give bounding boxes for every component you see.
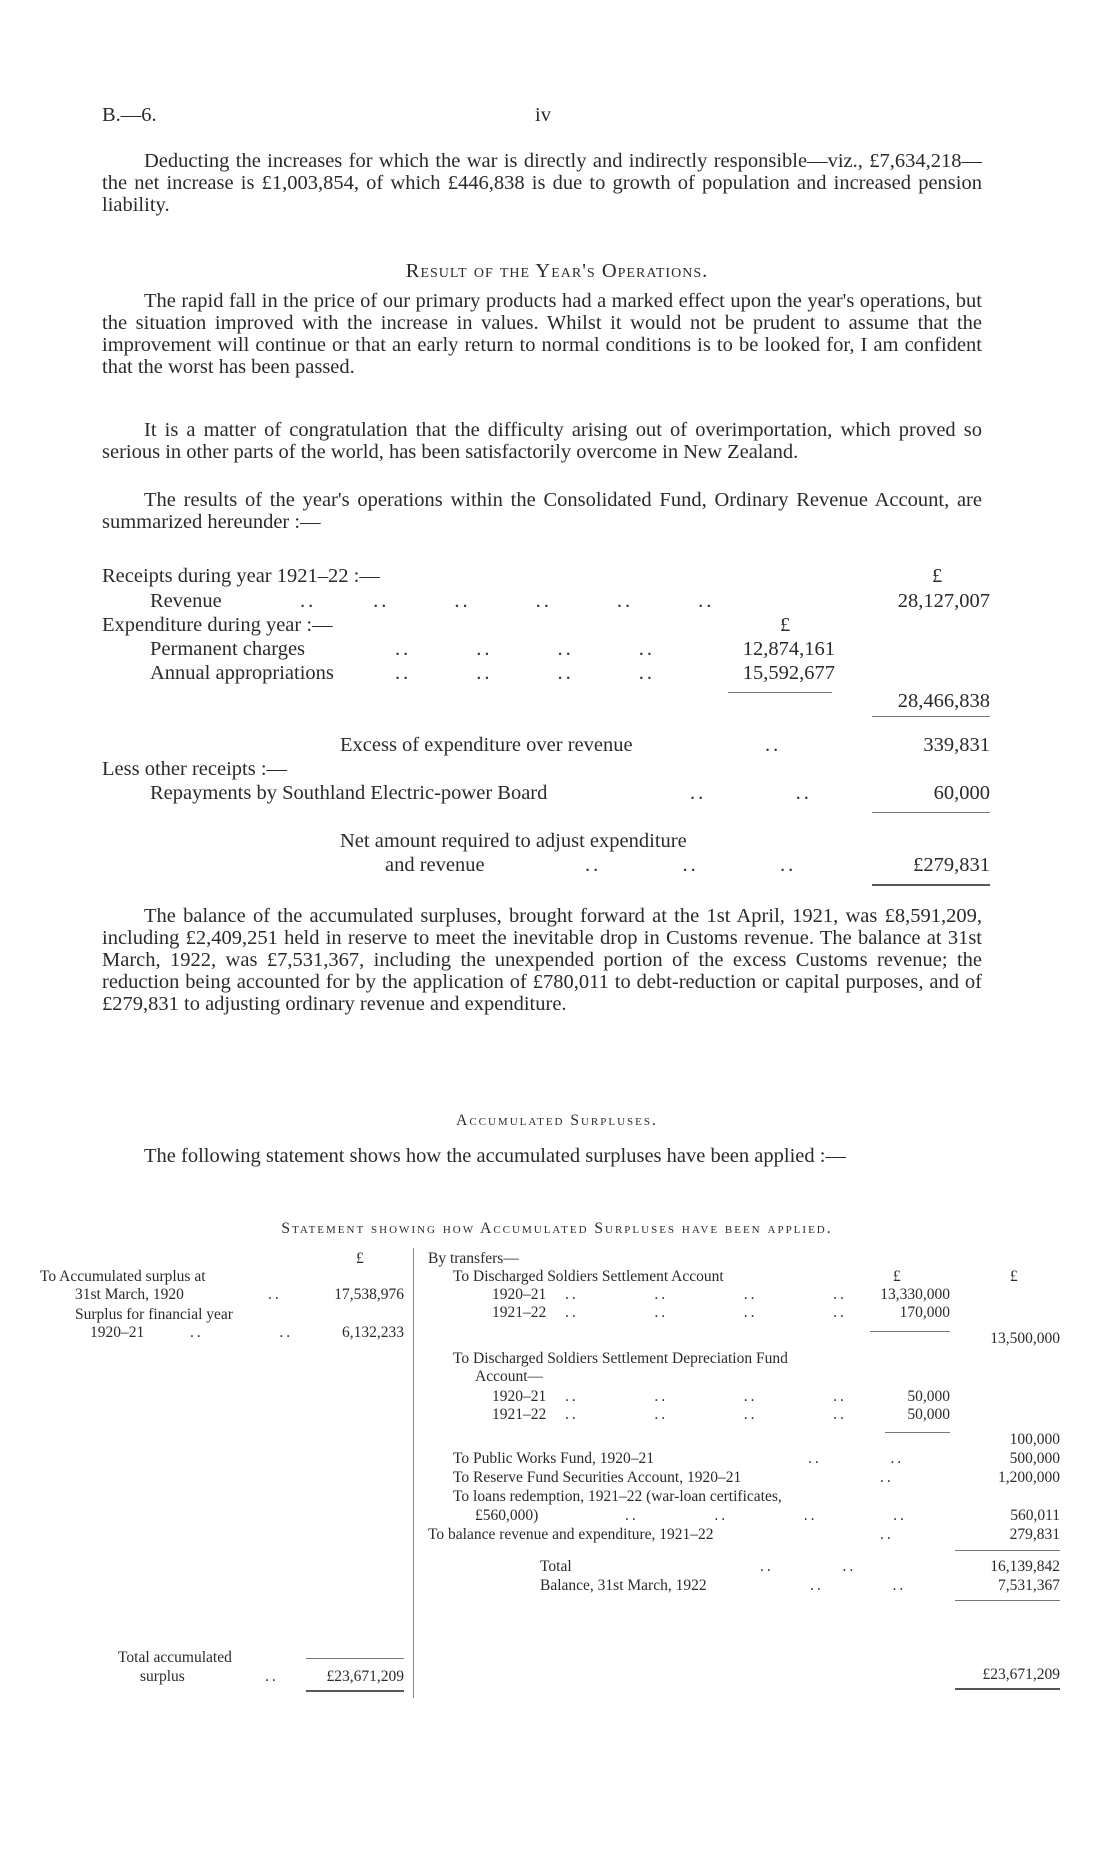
balance-march-label: Balance, 31st March, 1922 bbox=[540, 1577, 707, 1594]
expenditure-label: Expenditure during year :— bbox=[102, 614, 333, 636]
accumulated-surplus-date: 31st March, 1920 bbox=[75, 1286, 184, 1303]
balance-revenue-value: 279,831 bbox=[1009, 1526, 1060, 1543]
loans-label: To loans redemption, 1921–22 (war-loan certificates, bbox=[453, 1488, 782, 1505]
excess-leader: .. bbox=[765, 734, 782, 756]
double-rule bbox=[955, 1688, 1060, 1690]
balance-revenue-label: To balance revenue and expenditure, 1921–22 bbox=[428, 1526, 714, 1543]
statement-title: Statement showing how Accumulated Surpluses have been applied. bbox=[281, 1220, 833, 1237]
accumulated-heading: Accumulated Surpluses. bbox=[456, 1112, 658, 1129]
surplus-year-value: 6,132,233 bbox=[342, 1324, 404, 1341]
balance-paragraph: The balance of the accumulated surpluses, brought forward at the 1st April, 1921, was £8,591,209, including £2,409,251 held in reserve to meet the inevitable drop in Customs revenue. The balance at 31st March, 1922, was £7,531,367, including the unexpended portion of the excess Customs revenue; the reduction being accounted for by the application of £780,011 to debt-reduction or capital purposes, and of £279,831 to adjusting ordinary revenue and expenditure. bbox=[102, 905, 982, 1015]
revenue-label: Revenue bbox=[150, 590, 222, 612]
dep-total-value: 100,000 bbox=[1009, 1431, 1060, 1448]
less-receipts-label: Less other receipts :— bbox=[102, 758, 288, 780]
dep-1921-label: 1921–22 bbox=[492, 1406, 547, 1423]
leader: .. .. .. .. bbox=[565, 1304, 847, 1321]
result-heading: Result of the Year's Operations. bbox=[405, 260, 709, 282]
leader: .. bbox=[880, 1526, 894, 1543]
page-reference: B.—6. bbox=[102, 104, 157, 126]
annual-label: Annual appropriations bbox=[150, 662, 334, 684]
total-accumulated-label: Total accumulated bbox=[118, 1649, 232, 1666]
public-works-label: To Public Works Fund, 1920–21 bbox=[453, 1450, 655, 1467]
leader: .. .. bbox=[808, 1450, 905, 1467]
right-pound-col2: £ bbox=[1010, 1268, 1018, 1285]
revenue-leader: .. .. .. .. .. .. bbox=[300, 590, 715, 612]
result-paragraph-2: It is a matter of congratulation that the difficulty arising out of overimportation, which proved so serious in other parts of the world, has been satisfactorily overcome in New Zealand. bbox=[102, 419, 982, 463]
rule bbox=[955, 1600, 1060, 1601]
rule bbox=[870, 1331, 950, 1332]
net-amount-value: £279,831 bbox=[913, 854, 990, 876]
leader: .. .. .. .. bbox=[565, 1406, 847, 1423]
net-amount-label-1: Net amount required to adjust expenditure bbox=[340, 830, 687, 852]
rule bbox=[872, 812, 990, 813]
accumulated-surplus-value: 17,538,976 bbox=[334, 1286, 404, 1303]
dep-1920-value: 50,000 bbox=[907, 1388, 950, 1405]
page-number: iv bbox=[535, 104, 551, 126]
loans-value: 560,011 bbox=[1010, 1507, 1060, 1524]
pound-sign-col1: £ bbox=[780, 614, 791, 636]
dep-label-2: Account— bbox=[475, 1368, 544, 1385]
repayments-label: Repayments by Southland Electric-power Board bbox=[150, 782, 548, 804]
grand-total-value: £23,671,209 bbox=[982, 1666, 1060, 1683]
repayments-value: 60,000 bbox=[933, 782, 990, 804]
net-amount-label-2: and revenue bbox=[385, 854, 485, 876]
rule bbox=[872, 716, 990, 717]
permanent-leader: .. .. .. .. bbox=[395, 638, 655, 660]
rule bbox=[728, 692, 832, 693]
dep-label: To Discharged Soldiers Settlement Depreciation Fund bbox=[453, 1350, 788, 1367]
double-rule bbox=[872, 884, 990, 886]
permanent-value: 12,874,161 bbox=[742, 638, 835, 660]
dss-label: To Discharged Soldiers Settlement Account bbox=[453, 1268, 724, 1285]
revenue-value: 28,127,007 bbox=[897, 590, 990, 612]
leader: .. .. bbox=[760, 1558, 857, 1575]
intro-paragraph: Deducting the increases for which the war is directly and indirectly responsible—viz., £7,634,218—the net increase is £1,003,854, of which £446,838 is due to growth of population and increased pension liability. bbox=[102, 150, 982, 216]
excess-label: Excess of expenditure over revenue bbox=[340, 734, 633, 756]
left-pound-sign: £ bbox=[356, 1250, 364, 1267]
column-divider bbox=[413, 1248, 414, 1698]
result-paragraph-1: The rapid fall in the price of our primary products had a marked effect upon the year's operations, but the situation improved with the increase in values. Whilst it would not be prudent to assume that the improvement will continue or that an early return to normal conditions is to be looked for, I am confident that the worst has been passed. bbox=[102, 290, 982, 378]
rule bbox=[955, 1550, 1060, 1551]
total-accumulated-value: £23,671,209 bbox=[326, 1668, 404, 1685]
net-amount-leader: .. .. .. bbox=[585, 854, 797, 876]
leader: .. .. bbox=[190, 1324, 294, 1341]
leader: .. .. .. .. bbox=[565, 1286, 847, 1303]
pound-sign-col2: £ bbox=[932, 565, 943, 587]
repayments-leader: .. .. bbox=[690, 782, 812, 804]
leader: .. bbox=[265, 1668, 279, 1685]
dss-1921-value: 170,000 bbox=[899, 1304, 950, 1321]
excess-value: 339,831 bbox=[923, 734, 990, 756]
leader: .. .. bbox=[810, 1577, 907, 1594]
dss-1920-label: 1920–21 bbox=[492, 1286, 547, 1303]
dep-1921-value: 50,000 bbox=[907, 1406, 950, 1423]
expenditure-total: 28,466,838 bbox=[897, 690, 990, 712]
result-paragraph-3: The results of the year's operations within the Consolidated Fund, Ordinary Revenue Account, are summarized hereunder :— bbox=[102, 489, 982, 533]
balance-march-value: 7,531,367 bbox=[998, 1577, 1060, 1594]
dep-1920-label: 1920–21 bbox=[492, 1388, 547, 1405]
dss-1921-label: 1921–22 bbox=[492, 1304, 547, 1321]
annual-leader: .. .. .. .. bbox=[395, 662, 655, 684]
permanent-label: Permanent charges bbox=[150, 638, 306, 660]
leader: .. .. .. .. bbox=[565, 1388, 847, 1405]
annual-value: 15,592,677 bbox=[742, 662, 835, 684]
receipts-label: Receipts during year 1921–22 :— bbox=[102, 565, 380, 587]
surplus-year-label: Surplus for financial year bbox=[75, 1306, 233, 1323]
by-transfers-label: By transfers— bbox=[428, 1250, 519, 1267]
total-label: Total bbox=[540, 1558, 572, 1575]
leader: .. bbox=[880, 1469, 894, 1486]
rule bbox=[885, 1432, 950, 1433]
right-pound-col1: £ bbox=[893, 1268, 901, 1285]
leader: .. bbox=[268, 1286, 282, 1303]
total-value: 16,139,842 bbox=[990, 1558, 1060, 1575]
public-works-value: 500,000 bbox=[1009, 1450, 1060, 1467]
accumulated-surplus-label: To Accumulated surplus at bbox=[40, 1268, 206, 1285]
accumulated-paragraph: The following statement shows how the accumulated surpluses have been applied :— bbox=[144, 1145, 846, 1167]
loans-label-2: £560,000) bbox=[475, 1507, 539, 1524]
rule bbox=[306, 1658, 404, 1659]
surplus-year-date: 1920–21 bbox=[90, 1324, 145, 1341]
reserve-fund-value: 1,200,000 bbox=[998, 1469, 1060, 1486]
dss-1920-value: 13,330,000 bbox=[880, 1286, 950, 1303]
double-rule bbox=[306, 1690, 404, 1692]
dss-total-value: 13,500,000 bbox=[990, 1330, 1060, 1347]
reserve-fund-label: To Reserve Fund Securities Account, 1920–21 bbox=[453, 1469, 742, 1486]
leader: .. .. .. .. bbox=[625, 1507, 907, 1524]
total-accumulated-label-2: surplus bbox=[140, 1668, 185, 1685]
